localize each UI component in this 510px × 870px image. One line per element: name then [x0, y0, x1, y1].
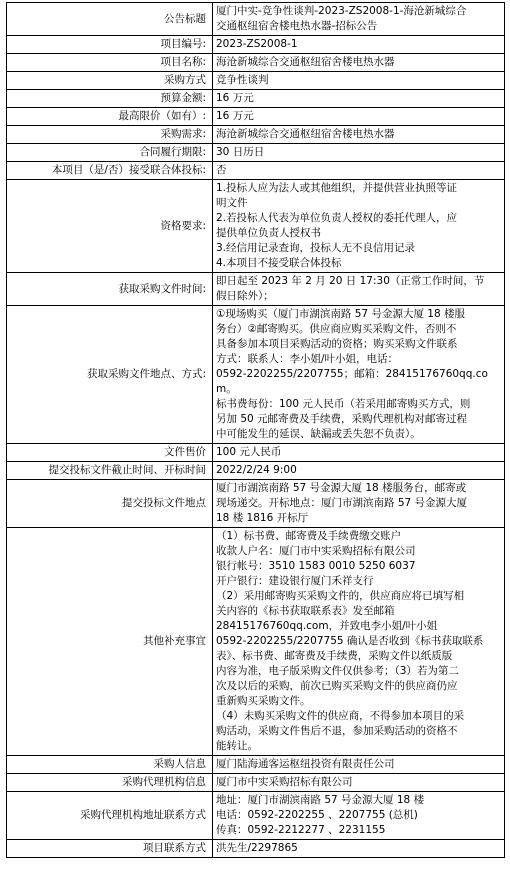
- table-row: [7, 273, 505, 306]
- field-value: [213, 528, 505, 756]
- table-row: [7, 72, 505, 90]
- value-line: 厦门市中实采购招标有限公司: [216, 776, 353, 788]
- field-label: 本项目（是/否）接受联合体投标:: [7, 162, 213, 180]
- table-row: [7, 54, 505, 72]
- table-row: [7, 756, 505, 774]
- field-value: [213, 480, 505, 528]
- value-line: 地址：厦门市湖滨南路 57 号金源大厦 18 楼: [216, 794, 425, 806]
- value-line: 具备参加本项目采购活动的资格；购买采购文件联系: [216, 338, 458, 350]
- field-value: [213, 144, 505, 162]
- table-row: [7, 306, 505, 444]
- field-label: 项目联系方式: [7, 840, 213, 858]
- value-line: 表》、标书费、邮寄费及手续费，采购文件以纸质版: [216, 650, 453, 662]
- value-line: 传真：0592-2212277 、2231155: [216, 824, 386, 836]
- field-value: [213, 756, 505, 774]
- value-line: 现场递交。开标地点：厦门市湖滨南路 57 号金源大厦: [216, 497, 468, 509]
- value-line: 次及以后的采购，前次已购买采购文件的供应商仍应: [216, 680, 458, 692]
- field-label: 获取采购文件地点、方式:: [7, 306, 213, 444]
- value-line: 否: [216, 164, 227, 176]
- field-value: [213, 54, 505, 72]
- value-line: 16 万元: [216, 92, 254, 104]
- table-row: [7, 144, 505, 162]
- value-line: 务台）②邮寄购买。供应商应购买采购文件，否则不: [216, 323, 457, 335]
- value-line: 交通枢纽宿舍楼电热水器-招标公告: [216, 20, 378, 32]
- field-label: 预算金额:: [7, 90, 213, 108]
- table-row: [7, 792, 505, 840]
- value-line: 30 日历日: [216, 146, 265, 158]
- field-value: [213, 180, 505, 273]
- value-line: 海沧新城综合交通枢纽宿舍楼电热水器: [216, 56, 395, 68]
- value-line: 18 楼 1816 开标厅: [216, 512, 309, 524]
- field-label: 合同履行期限:: [7, 144, 213, 162]
- field-value: [213, 462, 505, 480]
- field-value: [213, 774, 505, 792]
- value-line: 购活动，采购文件售后不退，参加采购活动的资格不: [216, 725, 458, 737]
- field-label: 项目名称:: [7, 54, 213, 72]
- value-line: 4.本项目不接受联合体投标: [216, 257, 342, 269]
- field-value: [213, 72, 505, 90]
- field-value: [213, 3, 505, 36]
- field-label: 公告标题: [7, 3, 213, 36]
- field-value: [213, 306, 505, 444]
- value-line: 明文件: [216, 197, 248, 209]
- value-line: 28415176760qq.com，并致电李小姐/叶小姐: [216, 620, 438, 632]
- value-line: 2022/2/24 9:00: [216, 464, 297, 476]
- value-line: 另加 50 元邮寄费及手续费，采购代理机构对邮寄过程: [216, 413, 468, 425]
- field-value: [213, 36, 505, 54]
- table-row: [7, 444, 505, 462]
- value-line: （1）标书费、邮寄费及手续费缴交账户: [216, 530, 402, 542]
- value-line: 方式：联系人：李小姐/叶小姐，电话：: [216, 353, 399, 365]
- value-line: 2.若投标人代表为单位负责人授权的委托代理人，应: [216, 212, 458, 224]
- table-row: [7, 462, 505, 480]
- table-row: [7, 126, 505, 144]
- field-label: 采购需求:: [7, 126, 213, 144]
- table-row: [7, 180, 505, 273]
- value-line: 关内容的《标书获取联系表》发至邮箱: [216, 605, 395, 617]
- field-label: 项目编号:: [7, 36, 213, 54]
- value-line: （4）未购买采购文件的供应商，不得参加本项目的采: [216, 710, 465, 722]
- field-value: [213, 444, 505, 462]
- value-line: 电话：0592-2202255 、2207755 (总机): [216, 809, 418, 821]
- field-label: 获取采购文件时间:: [7, 273, 213, 306]
- field-label: 采购代理机构地址联系方式: [7, 792, 213, 840]
- field-label: 其他补充事宜: [7, 528, 213, 756]
- table-row: [7, 36, 505, 54]
- field-value: [213, 792, 505, 840]
- field-value: [213, 90, 505, 108]
- field-value: [213, 273, 505, 306]
- table-row: [7, 162, 505, 180]
- field-value: [213, 162, 505, 180]
- field-value: [213, 126, 505, 144]
- value-line: 即日起至 2023 年 2 月 20 日 17:30（正常工作时间，节: [216, 275, 485, 287]
- value-line: 重新购买采购文件。: [216, 695, 311, 707]
- field-label: 采购方式: [7, 72, 213, 90]
- value-line: 3.经信用记录查询，投标人无不良信用记录: [216, 242, 416, 254]
- table-row: [7, 840, 505, 858]
- value-line: 1.投标人应为法人或其他组织，并提供营业执照等证: [216, 182, 458, 194]
- value-line: 厦门市湖滨南路 57 号金源大厦 18 楼服务台，邮寄或: [216, 482, 467, 494]
- value-line: 假日除外）；: [216, 290, 274, 302]
- value-line: （2）采用邮寄购买采购文件的，供应商应将已填写相: [216, 590, 465, 602]
- table-row: [7, 108, 505, 126]
- field-label: 资格要求:: [7, 180, 213, 273]
- value-line: 标书费每份：100 元人民币（若采用邮寄购买方式，则: [216, 398, 471, 410]
- field-value: [213, 108, 505, 126]
- field-label: 最高限价（如有）:: [7, 108, 213, 126]
- field-label: 文件售价: [7, 444, 213, 462]
- value-line: 洪先生/2297865: [216, 842, 298, 854]
- value-line: 收款人户名：厦门市中实采购招标有限公司: [216, 545, 416, 557]
- field-label: 提交投标文件截止时间、开标时间: [7, 462, 213, 480]
- table-row: [7, 90, 505, 108]
- value-line: 开户银行：建设银行厦门禾祥支行: [216, 575, 374, 587]
- tender-notice-table: [6, 2, 505, 858]
- value-line: 2023-ZS2008-1: [216, 38, 298, 50]
- value-line: 中可能发生的延误、缺漏或丢失恕不负责）。: [216, 428, 421, 440]
- table-row: [7, 480, 505, 528]
- field-label: 提交投标文件地点: [7, 480, 213, 528]
- table-body: [7, 3, 505, 858]
- value-line: 0592-2202255/2207755 确认是否收到《标书获取联系: [216, 635, 484, 647]
- value-line: 海沧新城综合交通枢纽宿舍楼电热水器: [216, 128, 395, 140]
- value-line: ①现场购买（厦门市湖滨南路 57 号金源大厦 18 楼服: [216, 308, 465, 320]
- value-line: 竞争性谈判: [216, 74, 269, 86]
- table-row: [7, 3, 505, 36]
- field-label: 采购人信息: [7, 756, 213, 774]
- field-label: 采购代理机构信息: [7, 774, 213, 792]
- field-value: [213, 840, 505, 858]
- table-row: [7, 528, 505, 756]
- value-line: 内容为准，电子版采购文件仅供参考；（3）若为第二: [216, 665, 459, 677]
- table-row: [7, 774, 505, 792]
- value-line: 提供单位负责人授权书: [216, 227, 321, 239]
- value-line: 16 万元: [216, 110, 254, 122]
- value-line: 厦门中实-竞争性谈判-2023-ZS2008-1-海沧新城综合: [216, 5, 467, 17]
- value-line: 0592-2202255/2207755；邮箱：28415176760qq.com。: [216, 368, 488, 395]
- value-line: 银行帐号：3510 1583 0010 5250 6037: [216, 560, 416, 572]
- value-line: 厦门陆海通客运枢纽投资有限责任公司: [216, 758, 395, 770]
- value-line: 100 元人民币: [216, 446, 282, 458]
- value-line: 能转让。: [216, 740, 258, 752]
